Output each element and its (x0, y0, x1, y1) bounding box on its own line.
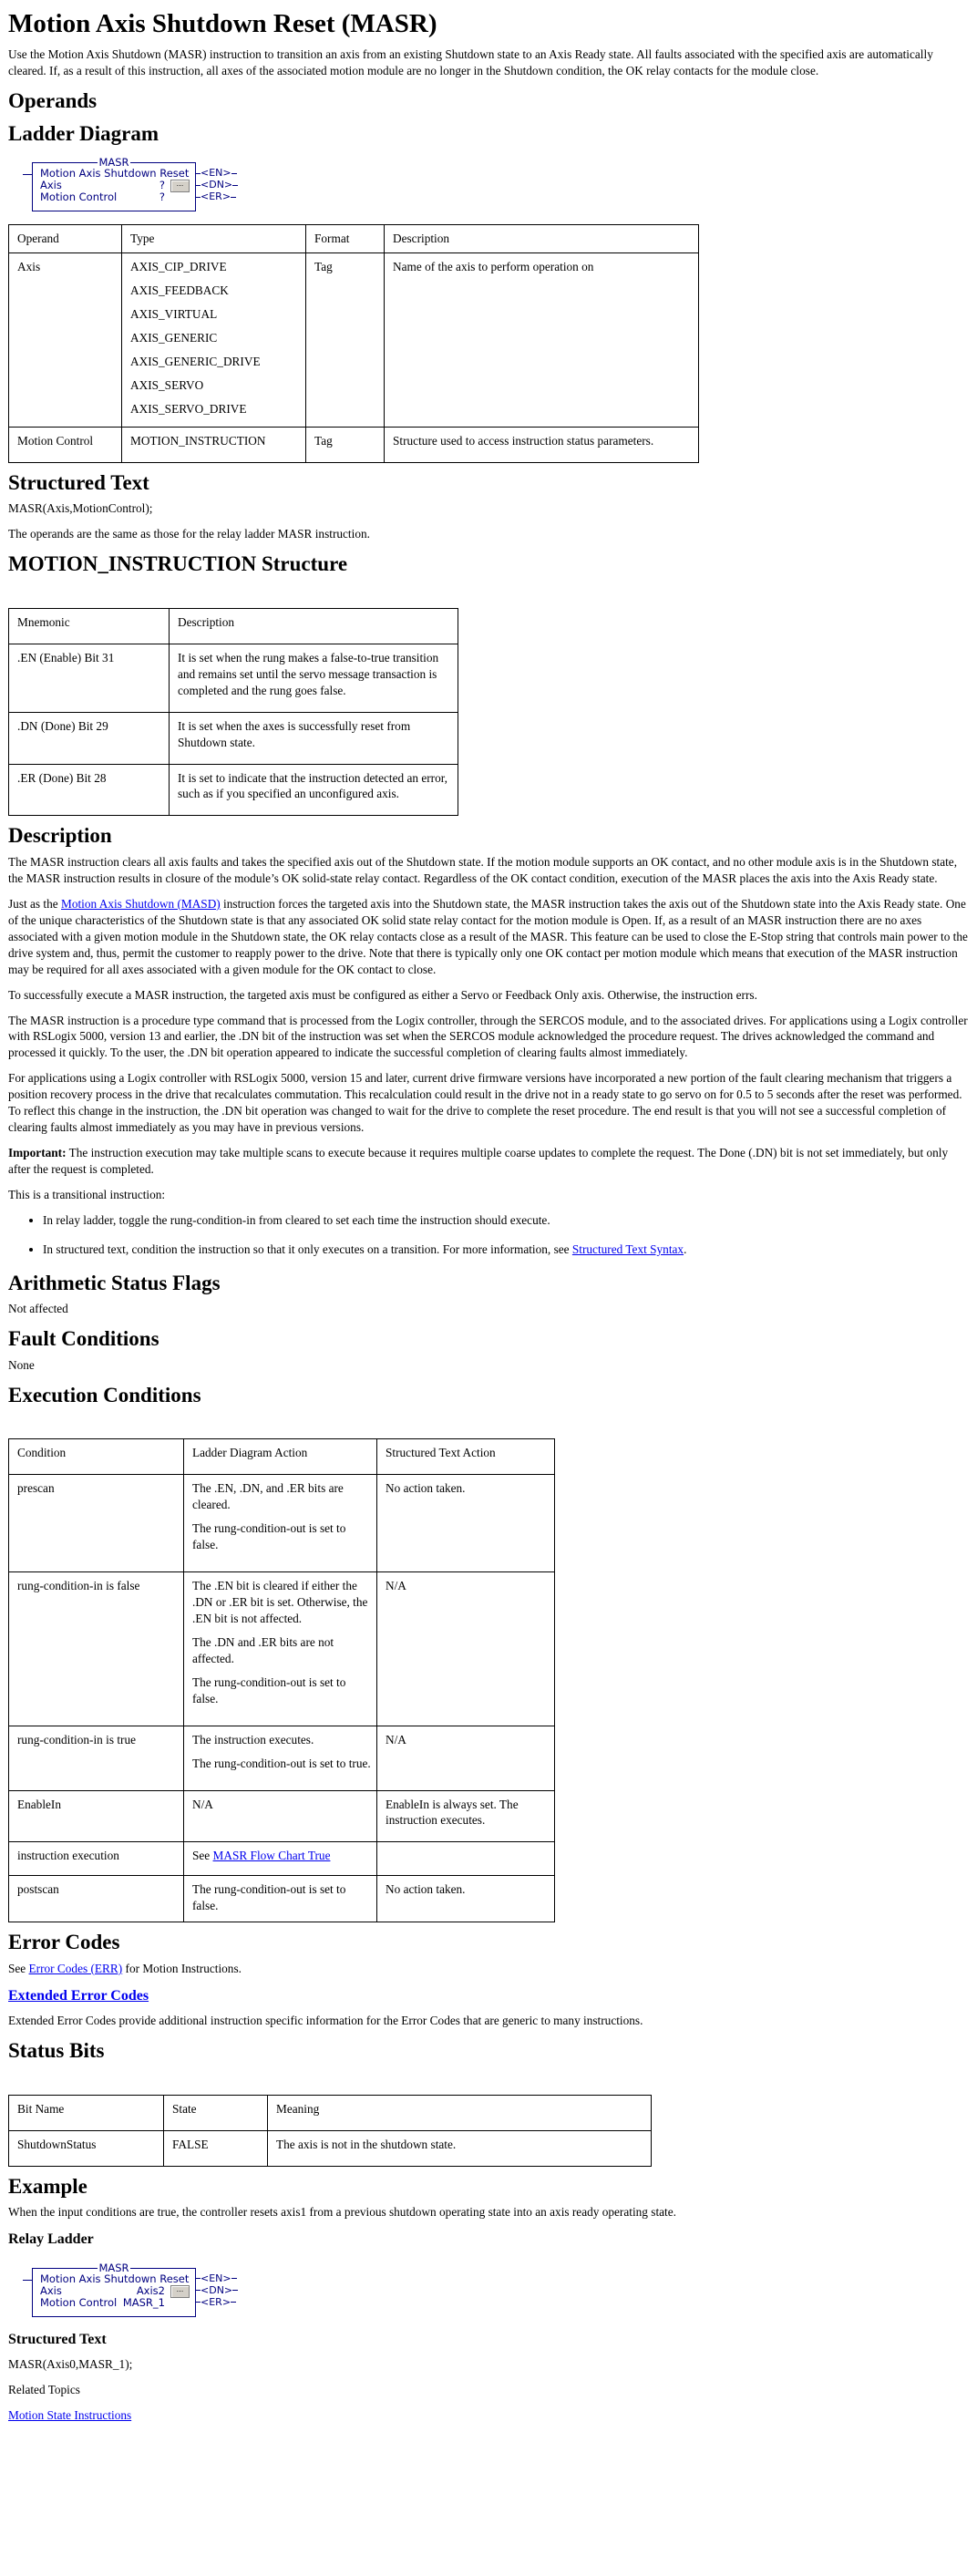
error-codes-heading: Error Codes (8, 1931, 120, 1954)
motion-control-operand-value[interactable]: ? (159, 191, 165, 204)
structured-text-syntax-link[interactable]: Structured Text Syntax (571, 1242, 684, 1256)
operands-table (8, 224, 699, 462)
format-cell: Tag (306, 427, 385, 462)
description-cell: It is set when the rung makes a false-to-true transition and remains set until the servo message transaction is completed and the rung goes false. (170, 644, 458, 712)
transitional-note: This is a transitional instruction: (8, 1187, 166, 1201)
type-cell (122, 253, 306, 428)
extended-error-codes-text: Extended Error Codes provide additional instruction specific information for the Error Codes that are generic to many instructions. (8, 2014, 643, 2028)
fault-text: None (8, 1357, 35, 1372)
example-structured-text-code: MASR(Axis0,MASR_1); (8, 2357, 133, 2372)
browse-axis-button[interactable]: ... (170, 2285, 190, 2298)
condition-cell: rung-condition-in is false (9, 1572, 184, 1726)
instruction-name: MASR (98, 156, 129, 170)
header-cell: Format (306, 225, 385, 253)
st-action-cell: No action taken. (377, 1475, 555, 1572)
example-heading: Example (8, 2174, 87, 2198)
table-row (9, 2130, 652, 2166)
ladder-action-cell: The instruction executes. The rung-condition-out is set to true. (184, 1726, 377, 1790)
list-item: • In relay ladder, toggle the rung-condition-in from cleared to set each time the instruction should execute. (43, 1212, 969, 1229)
rung-input-wire (23, 2280, 32, 2281)
mnemonic-cell: .EN (Enable) Bit 31 (9, 644, 170, 712)
motion-control-operand-value[interactable]: MASR_1 (122, 2295, 165, 2309)
ladder-instruction-block (12, 151, 249, 215)
motion-control-operand-label: Motion Control (40, 2295, 118, 2309)
st-action-cell: N/A (377, 1726, 555, 1790)
header-cell: Bit Name (9, 2095, 164, 2130)
table-row (9, 1572, 555, 1726)
table-header-row (9, 2095, 652, 2130)
instruction-box (32, 156, 196, 211)
intro-paragraph: Use the Motion Axis Shutdown (MASR) instruction to transition an axis from an existing Shutdown state to an Axis Ready state. All faults associated with the specified axis are automatically cleared. If, as a result of this instruction, all axes of the associated motion module are no longer in the Shutdown condition, the OK relay contacts for the module close. (8, 47, 933, 78)
table-row (9, 1842, 555, 1876)
instruction-name: MASR (98, 2261, 129, 2274)
header-cell: Mnemonic (9, 608, 170, 644)
list-item: • In structured text, condition the instruction so that it only executes on a transition. For more information, see Structured Text Syntax. (43, 1242, 969, 1258)
type-value: AXIS_FEEDBACK (130, 283, 229, 298)
table-header-row (9, 225, 699, 253)
transitional-list (8, 1212, 969, 1258)
state-cell: FALSE (164, 2130, 268, 2166)
st-action-cell (377, 1842, 555, 1876)
example-ladder-instruction-block (12, 2257, 249, 2321)
ladder-action-cell: See MASR Flow Chart True (184, 1842, 377, 1876)
ladder-action-cell: The .EN bit is cleared if either the .DN or .ER bit is set. Otherwise, the .EN bit is not affected. The .DN and .ER bits are not affected. The rung-condition-out is set to false. (184, 1572, 377, 1726)
description-cell: Name of the axis to perform operation on (385, 253, 699, 428)
ladder-action-cell: The rung-condition-out is set to false. (184, 1876, 377, 1922)
st-action-cell: N/A (377, 1572, 555, 1726)
axis-operand-value[interactable]: Axis2 (136, 2283, 165, 2297)
mnemonic-cell: .ER (Done) Bit 28 (9, 764, 170, 816)
masr-flow-chart-link[interactable]: MASR Flow Chart True (212, 1849, 331, 1863)
relay-ladder-heading: Relay Ladder (8, 2231, 94, 2248)
operand-cell: Axis (9, 253, 122, 428)
structured-text-heading: Structured Text (8, 470, 149, 494)
status-bits-table (8, 2095, 652, 2167)
description-cell: It is set when the axes is successfully reset from Shutdown state. (170, 712, 458, 764)
axis-operand-label: Axis (40, 2283, 62, 2297)
extended-error-codes-link[interactable]: Extended Error Codes (8, 1987, 149, 2004)
type-value: AXIS_VIRTUAL (130, 307, 218, 322)
type-value: AXIS_SERVO (130, 378, 204, 393)
type-value: AXIS_SERVO_DRIVE (130, 401, 247, 416)
table-row (9, 712, 458, 764)
table-row (9, 253, 699, 428)
error-codes-text: See Error Codes (ERR) for Motion Instructions. (8, 1961, 242, 1975)
er-output-coil: <ER> (195, 191, 236, 202)
structured-text-note: The operands are the same as those for the relay ladder MASR instruction. (8, 527, 370, 541)
table-header-row (9, 608, 458, 644)
condition-cell: postscan (9, 1876, 184, 1922)
important-label: Important: (8, 1146, 67, 1160)
dn-output-coil: <DN> (195, 2284, 238, 2296)
extended-error-codes-heading (8, 1986, 969, 2006)
meaning-cell: The axis is not in the shutdown state. (268, 2130, 652, 2166)
description-paragraph: The MASR instruction clears all axis faults and takes the specified axis out of the Shutdown state. If the motion module supports an OK contact, and no other module axis is in the Shutdown state, the MASR instruction results in closure of the module’s OK solid-state relay contact. Regardless of the OK contact condition, execution of the MASR places the axis into the Axis Ready state. (8, 855, 958, 885)
table-row (9, 1876, 555, 1922)
mnemonic-cell: .DN (Done) Bit 29 (9, 712, 170, 764)
axis-operand-value[interactable]: ? (159, 179, 165, 192)
table-row (9, 1475, 555, 1572)
bit-name-cell: ShutdownStatus (9, 2130, 164, 2166)
header-cell: Description (385, 225, 699, 253)
structured-text-syntax: MASR(Axis,MotionControl); (8, 501, 153, 516)
header-cell: Structured Text Action (377, 1439, 555, 1475)
condition-cell: rung-condition-in is true (9, 1726, 184, 1790)
type-value: AXIS_GENERIC_DRIVE (130, 355, 261, 369)
condition-cell: prescan (9, 1475, 184, 1572)
description-paragraph: To successfully execute a MASR instruction, the targeted axis must be configured as either a Servo or Feedback Only axis. Otherwise, the instruction errs. (8, 987, 757, 1002)
execution-heading: Execution Conditions (8, 1383, 201, 1406)
instruction-description: Motion Axis Shutdown Reset (40, 2272, 190, 2285)
dn-output-coil: <DN> (195, 179, 238, 191)
er-output-coil: <ER> (195, 2296, 236, 2308)
motion-instruction-heading: MOTION_INSTRUCTION Structure (8, 552, 348, 576)
instruction-description: Motion Axis Shutdown Reset (40, 167, 190, 180)
example-text: When the input conditions are true, the controller resets axis1 from a previous shutdown operating state into an axis ready operating state. (8, 2205, 676, 2220)
table-header-row (9, 1439, 555, 1475)
ladder-diagram-heading: Ladder Diagram (8, 121, 159, 145)
description-paragraph: For applications using a Logix controller with RSLogix 5000, version 15 and later, current drive firmware versions have incorporated a new portion of the fault clearing mechanism that triggers a position recovery process in the drive that recalculates commutation. This recalculation could result in the drive not in a ready state to go servo on for 0.5 to 5 seconds after the reset was performed. To reflect this change in the instruction, the .DN bit operation was changed to wait for the drive to complete the reset procedure. The end result is that you will not see a successful completion of clearing faults almost immediately as you may have in previous versions. (8, 1071, 962, 1135)
header-cell: Condition (9, 1439, 184, 1475)
description-cell: It is set to indicate that the instruction detected an error, such as if you specified an unconfigured axis. (170, 764, 458, 816)
status-bits-heading: Status Bits (8, 2039, 105, 2063)
arithmetic-heading: Arithmetic Status Flags (8, 1271, 221, 1294)
st-action-cell: No action taken. (377, 1876, 555, 1922)
en-output-coil: <EN> (195, 167, 237, 179)
header-cell: Meaning (268, 2095, 652, 2130)
condition-cell: instruction execution (9, 1842, 184, 1876)
type-value: AXIS_GENERIC (130, 331, 218, 345)
table-row (9, 1726, 555, 1790)
motion-state-instructions-link[interactable]: Motion State Instructions (8, 2408, 132, 2423)
arithmetic-text: Not affected (8, 1302, 68, 1316)
axis-operand-label: Axis (40, 179, 62, 192)
page-title: Motion Axis Shutdown Reset (MASR) (8, 9, 437, 38)
description-paragraph: The MASR instruction is a procedure type command that is processed from the Logix controller, through the SERCOS module, and to the associated drives. For applications using a Logix controller with RSLogix 5000, version 13 and earlier, the .DN bit of the instruction was set when the SERCOS module acknowledged the procedure request. The drives acknowledged the command and processed it quickly. To the user, the .DN bit operation appeared to indicate the successful completion of clearing faults almost immediately. (8, 1013, 968, 1060)
operand-cell: Motion Control (9, 427, 122, 462)
important-note: Important: The instruction execution may take multiple scans to execute because it requires multiple coarse updates to complete the request. The Done (.DN) bit is not set immediately, but only after the request is completed. (8, 1146, 949, 1176)
execution-conditions-table (8, 1438, 555, 1922)
motion-instruction-table (8, 608, 458, 817)
description-heading: Description (8, 824, 112, 848)
description-paragraph: Just as the Motion Axis Shutdown (MASD) instruction forces the targeted axis into the Shutdown state, the MASR instruction takes the axis out of the Shutdown state into the Axis Ready state. One of the unique characteristics of the Shutdown state is that any associated OK solid state relay contact for the motion module is Open. If, as a result of an MASR instruction there are no axes associated with a given motion module in the Shutdown state, the OK relay contacts close as a result of the MASR. This feature can be used to close the E-Stop string that controls main power to the drive system and, thus, permit the customer to reapply power to the drive. Note that there is typically only one OK contact per motion module which means that execution of the MASR instruction may be required for all axes associated with a given module for the OK contact to close. (8, 896, 968, 976)
header-cell: Operand (9, 225, 122, 253)
header-cell: State (164, 2095, 268, 2130)
error-codes-link[interactable]: Error Codes (ERR) (28, 1961, 123, 1975)
description-cell: Structure used to access instruction status parameters. (385, 427, 699, 462)
table-row (9, 644, 458, 712)
ladder-action-cell: N/A (184, 1790, 377, 1842)
type-cell: MOTION_INSTRUCTION (122, 427, 306, 462)
table-row (9, 1790, 555, 1842)
st-action-cell: EnableIn is always set. The instruction executes. (377, 1790, 555, 1842)
operands-heading: Operands (8, 89, 98, 113)
browse-axis-button[interactable]: ... (170, 180, 190, 192)
header-cell: Type (122, 225, 306, 253)
instruction-box (32, 2261, 196, 2317)
example-structured-text-heading: Structured Text (8, 2331, 107, 2347)
related-topics-label: Related Topics (8, 2383, 80, 2397)
header-cell: Description (170, 608, 458, 644)
motion-control-operand-label: Motion Control (40, 191, 118, 204)
table-row (9, 764, 458, 816)
masd-link[interactable]: Motion Axis Shutdown (MASD) (61, 896, 221, 911)
rung-input-wire (23, 174, 32, 175)
table-row (9, 427, 699, 462)
condition-cell: EnableIn (9, 1790, 184, 1842)
format-cell: Tag (306, 253, 385, 428)
header-cell: Ladder Diagram Action (184, 1439, 377, 1475)
type-value: AXIS_CIP_DRIVE (130, 260, 227, 274)
related-topics-list (8, 2407, 969, 2424)
ladder-action-cell: The .EN, .DN, and .ER bits are cleared. The rung-condition-out is set to false. (184, 1475, 377, 1572)
en-output-coil: <EN> (195, 2272, 237, 2284)
fault-heading: Fault Conditions (8, 1327, 159, 1351)
